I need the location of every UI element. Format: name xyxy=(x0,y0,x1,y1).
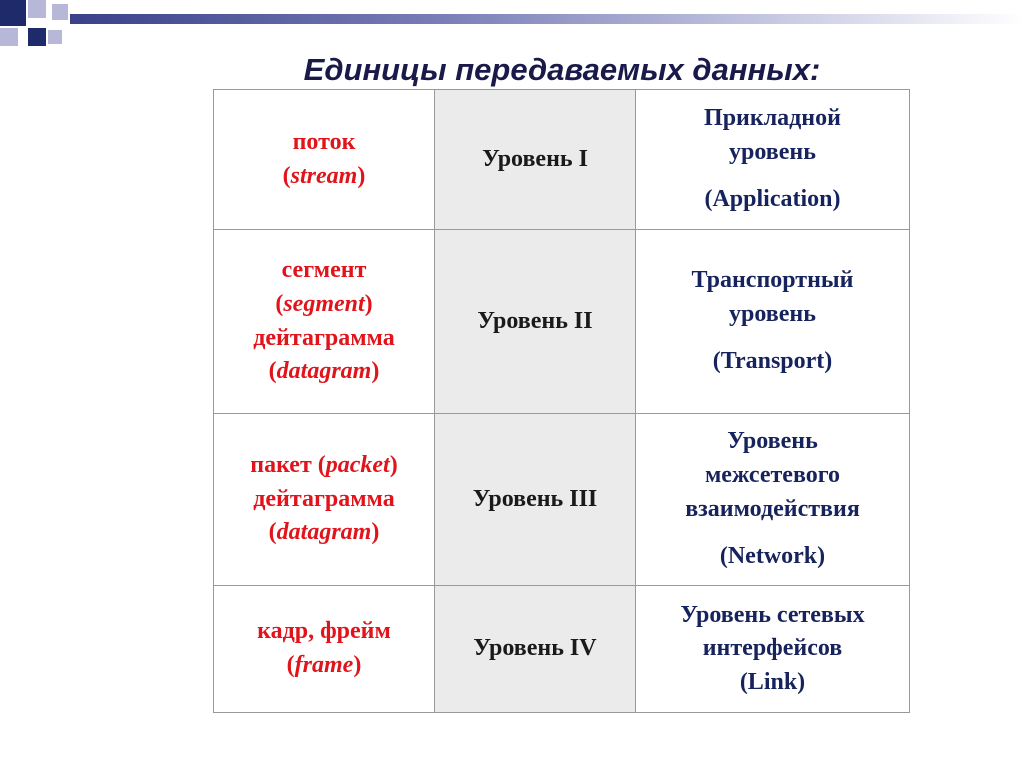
layer-english-name: (Network) xyxy=(719,543,826,570)
layer-name-line: уровень xyxy=(729,138,816,165)
line-gap xyxy=(636,526,909,540)
table-row xyxy=(214,230,910,414)
unit-cell xyxy=(214,414,435,586)
unit-line xyxy=(214,483,434,517)
unit-line xyxy=(214,126,434,160)
level-cell: Уровень II xyxy=(435,230,636,414)
unit-cell xyxy=(214,90,435,230)
unit-line xyxy=(214,355,434,389)
line-gap xyxy=(636,169,909,183)
layer-cell xyxy=(636,586,910,713)
table-row xyxy=(214,586,910,713)
unit-ru-text: ( xyxy=(282,162,291,189)
unit-line xyxy=(214,288,434,322)
unit-close-paren: ) xyxy=(389,452,398,479)
unit-line xyxy=(214,449,434,483)
unit-ru-text: ( xyxy=(268,358,277,385)
layer-english-name: (Transport) xyxy=(712,348,833,375)
unit-line xyxy=(214,649,434,683)
unit-en-text: stream xyxy=(290,162,358,189)
layer-name-line: Транспортный xyxy=(691,267,854,294)
unit-line xyxy=(214,322,434,356)
unit-en-text: segment xyxy=(283,290,365,317)
layer-cell xyxy=(636,230,910,414)
layer-cell xyxy=(636,90,910,230)
unit-en-text: packet xyxy=(325,452,390,479)
unit-close-paren: ) xyxy=(371,358,380,385)
data-units-table xyxy=(213,89,910,713)
layer-name-line: уровень xyxy=(729,300,816,327)
unit-ru-text: поток xyxy=(292,128,356,155)
unit-line xyxy=(214,516,434,550)
layer-name-line: Уровень сетевых xyxy=(680,601,865,628)
table-row xyxy=(214,90,910,230)
layer-english-name: (Link) xyxy=(739,668,806,695)
unit-cell xyxy=(214,586,435,713)
corner-square-decoration xyxy=(52,4,68,20)
layer-english-name: (Application) xyxy=(704,186,841,213)
layer-name-line: взаимодействия xyxy=(685,495,860,522)
layer-name-line: Прикладной xyxy=(704,105,841,132)
unit-ru-text: дейтаграмма xyxy=(253,324,395,351)
header-gradient-bar xyxy=(70,14,1024,24)
unit-en-text: frame xyxy=(294,652,354,678)
line-gap xyxy=(636,331,909,345)
unit-close-paren: ) xyxy=(364,290,373,317)
unit-cell xyxy=(214,230,435,414)
layer-name-line: Уровень xyxy=(727,428,818,455)
layer-name-line: интерфейсов xyxy=(702,635,843,662)
slide-title: Единицы передаваемых данных: xyxy=(303,52,821,87)
level-cell: Уровень III xyxy=(435,414,636,586)
unit-line xyxy=(214,160,434,194)
unit-ru-text: ( xyxy=(268,519,277,546)
unit-ru-text: кадр, фрейм xyxy=(257,618,391,645)
layer-name-line: межсетевого xyxy=(704,461,841,488)
unit-ru-text: ( xyxy=(275,290,284,317)
unit-line xyxy=(214,615,434,649)
corner-square-decoration xyxy=(0,28,18,46)
unit-close-paren: ) xyxy=(353,652,362,678)
unit-ru-text: дейтаграмма xyxy=(253,485,395,512)
unit-en-text: datagram xyxy=(276,358,372,385)
unit-ru-text: ( xyxy=(286,652,295,678)
level-cell: Уровень I xyxy=(435,90,636,230)
unit-ru-text: сегмент xyxy=(281,257,367,284)
corner-square-decoration xyxy=(48,30,62,44)
unit-en-text: datagram xyxy=(276,519,372,546)
table-row xyxy=(214,414,910,586)
corner-square-decoration xyxy=(0,0,26,26)
corner-square-decoration xyxy=(28,0,46,18)
unit-line xyxy=(214,254,434,288)
corner-square-decoration xyxy=(28,28,46,46)
unit-close-paren: ) xyxy=(357,162,366,189)
unit-close-paren: ) xyxy=(371,519,380,546)
level-cell: Уровень IV xyxy=(435,586,636,713)
unit-ru-text: пакет ( xyxy=(250,452,326,479)
layer-cell xyxy=(636,414,910,586)
